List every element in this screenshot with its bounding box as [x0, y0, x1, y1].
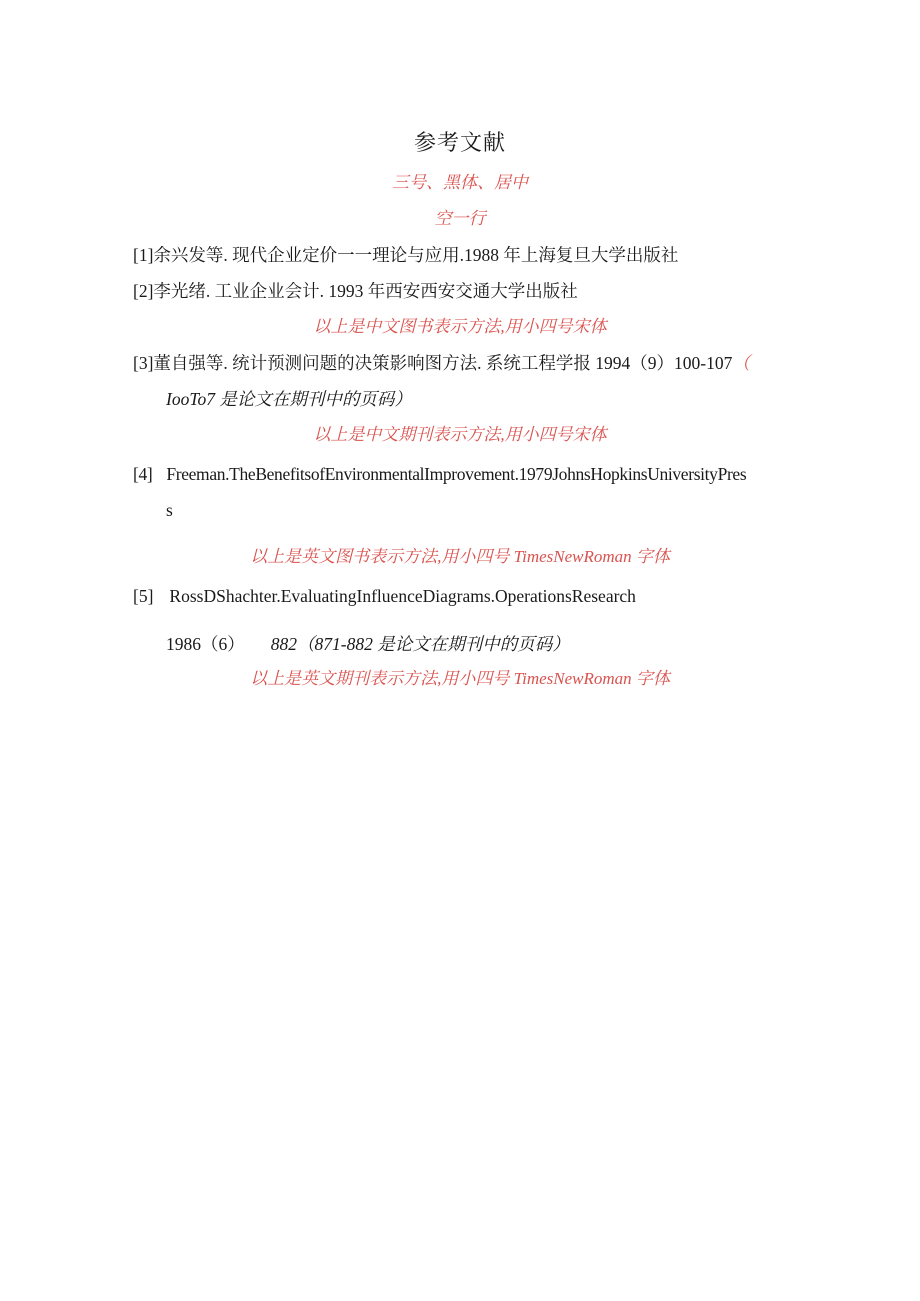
- reference-label: [4]: [133, 464, 153, 484]
- reference-text: RossDShachter.EvaluatingInfluenceDiagrams.OperationsResearch: [169, 586, 636, 606]
- title-format-note: 三号、黑体、居中: [392, 173, 528, 192]
- reference-pages: 882（871-882 是论文在期刊中的页码）: [270, 634, 570, 654]
- reference-text: 董自强等. 统计预测问题的决策影响图方法. 系统工程学报 1994（9）100-107: [153, 353, 733, 373]
- reference-note-open: （: [732, 353, 750, 373]
- reference-text: Freeman.TheBenefitsofEnvironmentalImprovement.1979JohnsHopkinsUniversityPres: [166, 464, 747, 484]
- reference-label: [3]: [133, 353, 154, 373]
- reference-5: [133, 585, 636, 607]
- cn-book-note: 以上是中文图书表示方法,用小四号宋体: [313, 317, 607, 336]
- reference-4-continuation: s: [166, 500, 173, 520]
- en-journal-note: 以上是英文期刊表示方法,用小四号 TimesNewRoman 字体: [250, 669, 670, 688]
- reference-3-continuation: IooTo7 是论文在期刊中的页码）: [166, 389, 412, 409]
- reference-2: [133, 280, 578, 302]
- reference-issue: 1986（6）: [166, 634, 245, 654]
- reference-5-continuation: [166, 633, 570, 655]
- reference-3: [133, 352, 750, 374]
- reference-label: [2]: [133, 281, 154, 301]
- page-title: 参考文献: [413, 131, 506, 156]
- reference-text: 李光绪. 工业企业会计. 1993 年西安西安交通大学出版社: [153, 281, 578, 301]
- reference-1: [133, 244, 678, 266]
- reference-text: 余兴发等. 现代企业定价一一理论与应用.1988 年上海复旦大学出版社: [153, 245, 679, 265]
- reference-label: [1]: [133, 245, 154, 265]
- reference-4: [133, 463, 746, 485]
- reference-label: [5]: [133, 586, 154, 606]
- en-book-note: 以上是英文图书表示方法,用小四号 TimesNewRoman 字体: [250, 547, 670, 566]
- blank-line-note: 空一行: [434, 209, 486, 228]
- cn-journal-note: 以上是中文期刊表示方法,用小四号宋体: [313, 425, 607, 444]
